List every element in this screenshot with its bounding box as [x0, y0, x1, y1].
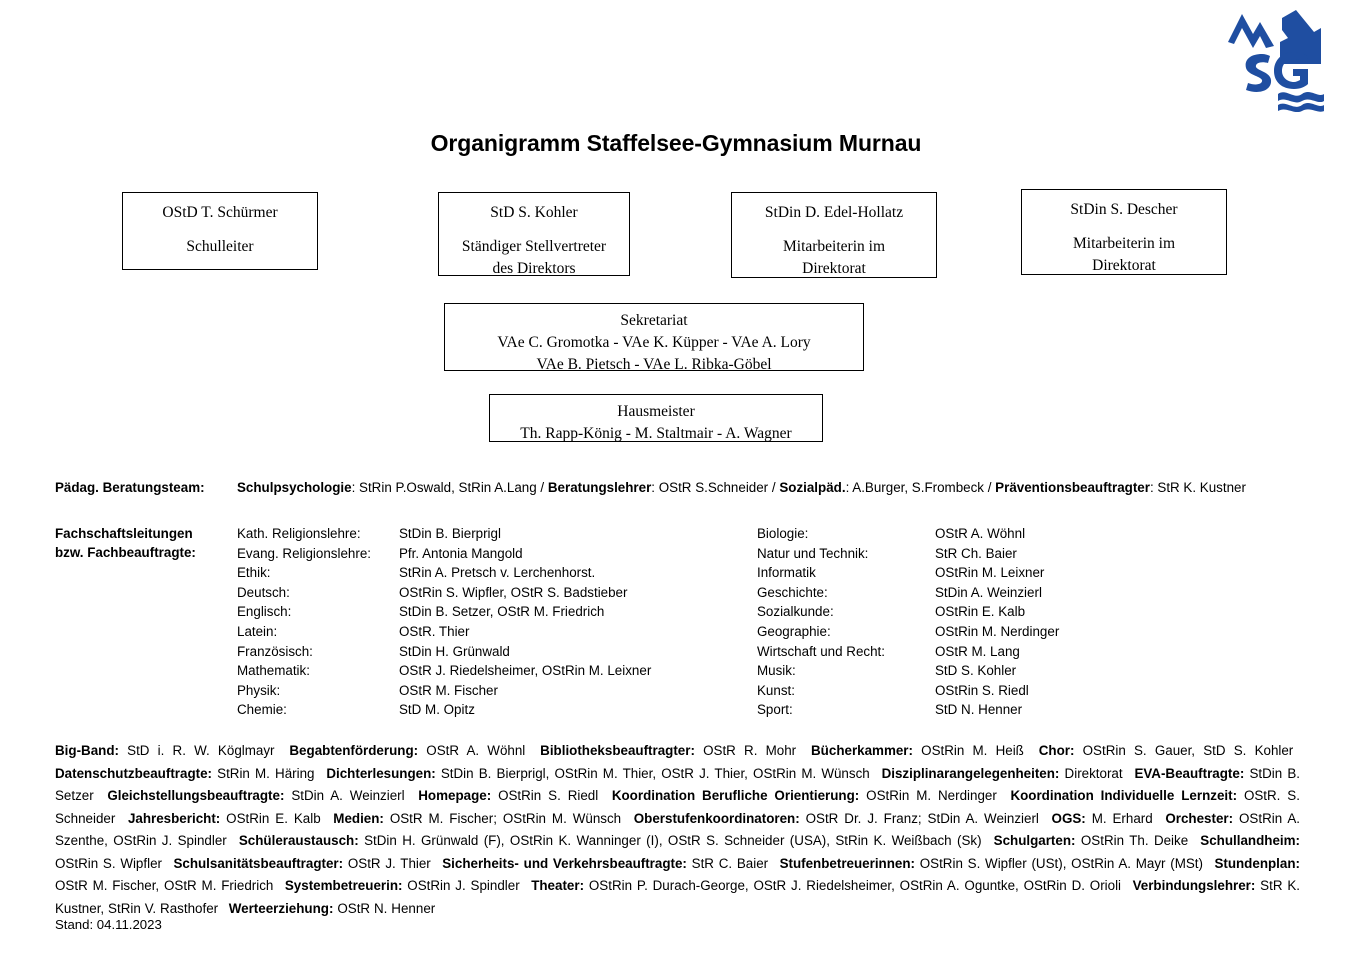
fachschaft-row — [757, 563, 1059, 583]
hausmeister-staff-line-1: Th. Rapp-König - M. Staltmair - A. Wagner — [520, 425, 792, 442]
org-box-role-1: Mitarbeiterin im — [1072, 235, 1175, 252]
assignment-people: StR K. Kustner, StRin V. Rasthofer — [55, 878, 1300, 916]
assignment-role: Schüleraustausch: — [238, 833, 359, 848]
assignment-role: Homepage: — [418, 788, 492, 803]
fachschaft-person: StD M. Opitz — [399, 702, 475, 718]
fachschaft-person: StDin H. Grünwald — [399, 643, 510, 659]
assignment-people: StDin B. Bierprigl, OStRin M. Thier, OStR J. Thier, OStRin M. Wünsch — [435, 765, 870, 781]
assignment-role: Sicherheits- und Verkehrsbeauftragte: — [442, 855, 687, 871]
fachschaft-subject: Natur und Technik: — [757, 545, 869, 561]
fachschaften-column-left — [237, 524, 651, 720]
org-box-sekretariat — [444, 303, 864, 371]
fachschaft-row — [237, 544, 651, 564]
org-box-schulleiter — [122, 192, 318, 270]
assignment-role: Stufenbetreuerinnen: — [779, 855, 915, 871]
fachschaft-subject: Mathematik: — [237, 663, 310, 679]
beratungsteam-label: Pädag. Beratungsteam: — [55, 480, 205, 495]
sekretariat-staff-line-2: VAe B. Pietsch - VAe L. Ribka-Göbel — [536, 356, 772, 373]
org-box-name: OStD T. Schürmer — [162, 204, 278, 221]
assignment-people: Direktorat — [1059, 765, 1123, 781]
assignment-people: OStRin J. Spindler — [402, 878, 520, 893]
assignment-people: OStR A. Wöhnl — [418, 743, 526, 758]
assignment-people: StD i. R. W. Köglmayr — [118, 743, 275, 758]
fachschaft-subject: Englisch: — [237, 604, 292, 620]
org-box-name: StD S. Kohler — [490, 204, 578, 221]
fachschaft-subject: Kunst: — [757, 682, 795, 698]
fachschaft-row — [237, 681, 651, 701]
stand-date: Stand: 04.11.2023 — [55, 917, 162, 932]
fachschaft-person: OStRin M. Nerdinger — [935, 623, 1060, 639]
fachschaft-row — [237, 661, 651, 681]
fachschaft-row — [237, 642, 651, 662]
org-box-role-1: Schulleiter — [186, 238, 254, 255]
page-title: Organigramm Staffelsee-Gymnasium Murnau — [430, 130, 922, 156]
org-box-name: StDin D. Edel-Hollatz — [764, 204, 904, 221]
fachschaft-person: OStRin M. Leixner — [935, 565, 1045, 581]
assignment-people: OStRin M. Heiß — [912, 743, 1024, 758]
beratungsteam-entries — [237, 480, 1246, 495]
assignment-people: OStRin Th. Deike — [1075, 833, 1189, 848]
assignment-role: Dichterlesungen: — [326, 765, 436, 781]
fachschaft-subject: Geschichte: — [757, 584, 828, 600]
assignment-role: Orchester: — [1165, 810, 1234, 826]
fachschaft-row — [237, 622, 651, 642]
assignment-role: Schulgarten: — [993, 833, 1076, 848]
fachschaften-label-line-1: Fachschaftsleitungen — [55, 526, 193, 541]
assignment-people: OStRin P. Durach-George, OStR J. Riedelsheimer, OStRin A. Oguntke, OStRin D. Orioli — [584, 878, 1122, 893]
assignment-role: Koordination Berufliche Orientierung: — [611, 788, 860, 803]
assignment-people: OStRin S. Wipfler — [55, 855, 162, 871]
assignment-role: Datenschutzbeauftragte: — [55, 765, 212, 781]
assignment-role: Gleichstellungsbeauftragte: — [107, 788, 285, 803]
assignment-people: OStR. S. Schneider — [55, 788, 1300, 826]
beratungsteam-people: : OStR S.Schneider — [651, 480, 769, 495]
beratungsteam-people: : A.Burger, S.Frombeck — [845, 480, 984, 495]
fachschaften-label-line-2: bzw. Fachbeauftragte: — [55, 545, 196, 560]
fachschaft-subject: Evang. Religionslehre: — [237, 545, 371, 561]
assignment-people: OStR M. Fischer; OStRin M. Wünsch — [383, 810, 622, 826]
assignment-people: OStRin S. Gauer, StD S. Kohler — [1074, 743, 1294, 758]
fachschaft-subject: Deutsch: — [237, 584, 290, 600]
assignment-people: OStR N. Henner — [333, 900, 436, 916]
assignment-people: OStRin S. Riedl — [491, 788, 599, 803]
school-logo — [1222, 8, 1327, 113]
fachschaft-person: StDin B. Bierprigl — [399, 526, 501, 541]
fachschaft-subject: Sport: — [757, 702, 793, 718]
assignment-role: Stundenplan: — [1214, 855, 1300, 871]
fachschaft-person: OStR A. Wöhnl — [935, 526, 1026, 541]
assignment-people: OStR M. Fischer, OStR M. Friedrich — [55, 878, 274, 893]
fachschaft-row — [237, 583, 651, 603]
assignment-role: OGS: — [1051, 810, 1086, 826]
fachschaft-subject: Biologie: — [757, 526, 809, 541]
fachschaft-person: OStRin E. Kalb — [935, 604, 1026, 620]
fachschaft-row — [757, 583, 1059, 603]
assignment-role: Disziplinarangelegenheiten: — [881, 765, 1060, 781]
assignment-people: OStR J. Thier — [343, 855, 431, 871]
beratungsteam-role: Beratungslehrer — [547, 480, 652, 495]
fachschaft-person: OStR. Thier — [399, 623, 470, 639]
beratungsteam-separator: / — [536, 480, 548, 495]
assignment-role: Medien: — [333, 810, 384, 826]
fachschaft-subject: Geographie: — [757, 623, 831, 639]
fachschaft-row — [757, 524, 1059, 544]
fachschaft-subject: Latein: — [237, 623, 278, 639]
org-box-descher — [1021, 189, 1227, 275]
fachschaft-subject: Ethik: — [237, 565, 271, 581]
assignments-paragraph — [55, 740, 1300, 920]
assignment-people: OStRin A. Szenthe, OStRin J. Spindler — [55, 810, 1301, 848]
assignment-people: OStR R. Mohr — [694, 743, 797, 758]
beratungsteam-role: Sozialpäd. — [779, 480, 846, 495]
beratungsteam-role: Schulpsychologie — [237, 480, 352, 495]
assignment-role: Schullandheim: — [1200, 833, 1300, 848]
beratungsteam-separator: / — [768, 480, 780, 495]
fachschaft-person: StDin B. Setzer, OStR M. Friedrich — [399, 604, 605, 620]
assignment-role: Begabtenförderung: — [289, 743, 419, 758]
fachschaft-row — [237, 563, 651, 583]
assignment-role: Big-Band: — [55, 743, 119, 758]
fachschaft-row — [757, 622, 1059, 642]
fachschaft-row — [757, 661, 1059, 681]
org-box-name: StDin S. Descher — [1070, 201, 1178, 218]
assignment-people: OStR Dr. J. Franz; StDin A. Weinzierl — [799, 810, 1039, 826]
fachschaft-row — [757, 544, 1059, 564]
assignment-people: StRin M. Häring — [212, 765, 315, 781]
assignment-role: Oberstufenkoordinatoren: — [633, 810, 800, 826]
beratungsteam-role: Präventionsbeauftragter — [995, 480, 1150, 495]
org-box-edel-hollatz — [731, 192, 937, 278]
sekretariat-heading: Sekretariat — [620, 312, 688, 329]
assignment-role: Systembetreuerin: — [284, 878, 403, 893]
assignment-role: Werteerziehung: — [228, 900, 334, 916]
org-box-role-2: Direktorat — [1092, 257, 1156, 274]
assignment-role: Jahresbericht: — [127, 810, 221, 826]
org-box-hausmeister — [489, 394, 823, 442]
assignment-people: OStRin M. Nerdinger — [859, 788, 997, 803]
assignment-role: Verbindungslehrer: — [1132, 878, 1256, 893]
beratungsteam-people: : StRin P.Oswald, StRin A.Lang — [351, 480, 537, 495]
org-box-stellvertreter — [438, 192, 630, 276]
fachschaft-subject: Französisch: — [237, 643, 313, 659]
fachschaft-person: OStR J. Riedelsheimer, OStRin M. Leixner — [399, 663, 652, 679]
fachschaft-person: Pfr. Antonia Mangold — [399, 545, 523, 561]
assignment-people: StDin H. Grünwald (F), OStRin K. Wanninger (I), OStR S. Schneider (USA), StRin K. Weißbach (Sk) — [358, 833, 982, 848]
assignment-role: Chor: — [1038, 743, 1075, 758]
hausmeister-heading: Hausmeister — [617, 403, 695, 420]
fachschaft-row — [757, 681, 1059, 701]
assignment-role: Koordination Individuelle Lernzeit: — [1010, 788, 1238, 803]
fachschaft-person: StDin A. Weinzierl — [935, 584, 1042, 600]
sekretariat-staff-line-1: VAe C. Gromotka - VAe K. Küpper - VAe A. Lory — [497, 334, 811, 351]
org-box-role-2: des Direktors — [492, 260, 576, 277]
assignment-people: OStRin S. Wipfler (USt), OStRin A. Mayr (MSt) — [914, 855, 1203, 871]
fachschaft-subject: Kath. Religionslehre: — [237, 526, 361, 541]
fachschaft-subject: Chemie: — [237, 702, 287, 718]
assignment-role: Bücherkammer: — [811, 743, 913, 758]
assignment-role: Bibliotheksbeauftragter: — [540, 743, 695, 758]
fachschaft-person: OStR M. Lang — [935, 643, 1020, 659]
beratungsteam-separator: / — [984, 480, 996, 495]
fachschaft-person: StRin A. Pretsch v. Lerchenhorst. — [399, 565, 596, 581]
assignment-role: EVA-Beauftragte: — [1134, 765, 1245, 781]
fachschaft-row — [237, 602, 651, 622]
fachschaft-row — [757, 700, 1059, 720]
org-box-role-1: Mitarbeiterin im — [782, 238, 885, 255]
fachschaft-person: OStRin S. Wipfler, OStR S. Badstieber — [399, 584, 628, 600]
fachschaft-row — [237, 700, 651, 720]
fachschaft-subject: Physik: — [237, 682, 281, 698]
fachschaft-subject: Informatik — [757, 565, 816, 581]
fachschaft-person: StR Ch. Baier — [935, 545, 1017, 561]
fachschaften-column-right — [757, 524, 1059, 720]
assignment-role: Schulsanitätsbeauftragter: — [173, 855, 344, 871]
fachschaft-person: StD N. Henner — [935, 702, 1023, 718]
assignment-people: OStRin E. Kalb — [220, 810, 321, 826]
fachschaft-subject: Musik: — [757, 663, 796, 679]
fachschaft-person: StD S. Kohler — [935, 663, 1017, 679]
assignment-people: StR C. Baier — [686, 855, 769, 871]
org-box-role-2: Direktorat — [802, 260, 866, 277]
fachschaften-label — [55, 524, 196, 562]
assignment-people: M. Erhard — [1085, 810, 1153, 826]
fachschaft-row — [237, 524, 651, 544]
fachschaft-person: OStRin S. Riedl — [935, 682, 1029, 698]
fachschaft-row — [757, 642, 1059, 662]
fachschaft-subject: Wirtschaft und Recht: — [757, 643, 886, 659]
fachschaft-subject: Sozialkunde: — [757, 604, 834, 620]
beratungsteam-people: : StR K. Kustner — [1149, 480, 1246, 495]
assignment-role: Theater: — [531, 878, 585, 893]
fachschaft-row — [757, 602, 1059, 622]
assignment-people: StDin B. Setzer — [55, 765, 1300, 803]
beratungsteam-row — [55, 481, 1315, 494]
org-box-role-1: Ständiger Stellvertreter — [461, 238, 607, 255]
assignment-people: StDin A. Weinzierl — [284, 788, 405, 803]
fachschaft-person: OStR M. Fischer — [399, 682, 498, 698]
